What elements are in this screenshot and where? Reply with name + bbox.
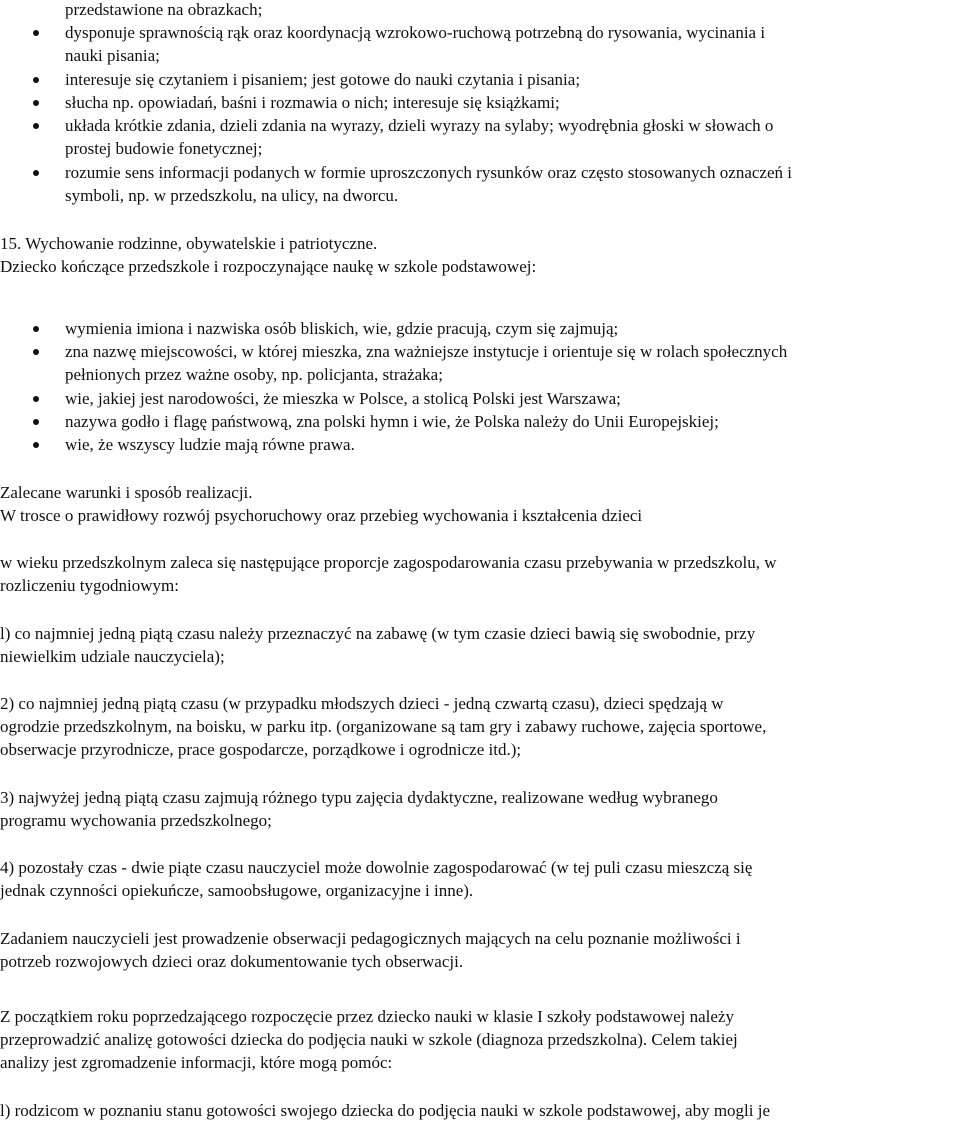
bullet-icon bbox=[33, 77, 39, 83]
list-item-continuation: przedstawione na obrazkach; bbox=[65, 0, 263, 19]
bullet-icon bbox=[33, 30, 39, 36]
list-item-line: układa krótkie zdania, dzieli zdania na wyrazy, dzieli wyrazy na sylaby; wyodrębnia głoski w słowach o bbox=[65, 116, 774, 135]
paragraph-line: programu wychowania przedszkolnego; bbox=[0, 811, 272, 830]
list-item-line: pełnionych przez ważne osoby, np. policjanta, strażaka; bbox=[65, 365, 443, 384]
bullet-icon bbox=[33, 326, 39, 332]
bullet-icon bbox=[33, 349, 39, 355]
paragraph-line: 2) co najmniej jedną piątą czasu (w przypadku młodszych dzieci - jedną czwartą czasu), dzieci spędzają w bbox=[0, 694, 724, 713]
list-item-line: wie, jakiej jest narodowości, że mieszka w Polsce, a stolicą Polski jest Warszawa; bbox=[65, 389, 621, 408]
bullet-icon bbox=[33, 123, 39, 129]
list-item-line: rozumie sens informacji podanych w formie uproszczonych rysunków oraz często stosowanych oznaczeń i bbox=[65, 163, 792, 182]
paragraph-line: 4) pozostały czas - dwie piąte czasu nauczyciel może dowolnie zagospodarować (w tej puli czasu mieszczą się bbox=[0, 858, 753, 877]
bullet-icon bbox=[33, 170, 39, 176]
paragraph-line: jednak czynności opiekuńcze, samoobsługowe, organizacyjne i inne). bbox=[0, 881, 474, 900]
list-item-line: interesuje się czytaniem i pisaniem; jest gotowe do nauki czytania i pisania; bbox=[65, 70, 581, 89]
bullet-icon bbox=[33, 396, 39, 402]
list-item-line: wymienia imiona i nazwiska osób bliskich, wie, gdzie pracują, czym się zajmują; bbox=[65, 319, 619, 338]
section-heading: 15. Wychowanie rodzinne, obywatelskie i patriotyczne. bbox=[0, 234, 378, 253]
bullet-icon bbox=[33, 419, 39, 425]
paragraph-line: analizy jest zgromadzenie informacji, które mogą pomóc: bbox=[0, 1053, 393, 1072]
list-item-line: dysponuje sprawnością rąk oraz koordynacją wzrokowo-ruchową potrzebną do rysowania, wycinania i bbox=[65, 23, 766, 42]
list-item-line: słucha np. opowiadań, baśni i rozmawia o nich; interesuje się książkami; bbox=[65, 93, 560, 112]
list-item-line: prostej budowie fonetycznej; bbox=[65, 139, 263, 158]
paragraph-line: l) co najmniej jedną piątą czasu należy przeznaczyć na zabawę (w tym czasie dzieci bawią się swobodnie, przy bbox=[0, 624, 756, 643]
paragraph-line: przeprowadzić analizę gotowości dziecka do podjęcia nauki w szkole (diagnoza przedszkolna). Celem takiej bbox=[0, 1030, 738, 1049]
paragraph-line: obserwacje przyrodnicze, prace gospodarcze, porządkowe i ogrodnicze itd.); bbox=[0, 740, 522, 759]
paragraph-line: Z początkiem roku poprzedzającego rozpoczęcie przez dziecko nauki w klasie I szkoły podstawowej należy bbox=[0, 1007, 734, 1026]
bullet-icon bbox=[33, 100, 39, 106]
bullet-icon bbox=[33, 442, 39, 448]
paragraph-line: potrzeb rozwojowych dzieci oraz dokumentowanie tych obserwacji. bbox=[0, 952, 464, 971]
paragraph-line: ogrodzie przedszkolnym, na boisku, w parku itp. (organizowane są tam gry i zabawy ruchowe, zajęcia sportowe, bbox=[0, 717, 767, 736]
paragraph-line: l) rodzicom w poznaniu stanu gotowości swojego dziecka do podjęcia nauki w szkole podstawowej, aby mogli je bbox=[0, 1101, 771, 1120]
list-item-line: wie, że wszyscy ludzie mają równe prawa. bbox=[65, 435, 355, 454]
list-item-line: nazywa godło i flagę państwową, zna polski hymn i wie, że Polska należy do Unii Europejskiej; bbox=[65, 412, 719, 431]
paragraph-line: w wieku przedszkolnym zaleca się następujące proporcje zagospodarowania czasu przebywania w przedszkolu, w bbox=[0, 553, 777, 572]
paragraph-line: W trosce o prawidłowy rozwój psychoruchowy oraz przebieg wychowania i kształcenia dzieci bbox=[0, 506, 643, 525]
paragraph-heading: Zalecane warunki i sposób realizacji. bbox=[0, 483, 253, 502]
paragraph-line: rozliczeniu tygodniowym: bbox=[0, 576, 179, 595]
list-item-line: symboli, np. w przedszkolu, na ulicy, na dworcu. bbox=[65, 186, 399, 205]
list-item-line: zna nazwę miejscowości, w której mieszka, zna ważniejsze instytucje i orientuje się w rolach społecznych bbox=[65, 342, 788, 361]
list-item-line: nauki pisania; bbox=[65, 46, 160, 65]
paragraph-line: niewielkim udziale nauczyciela); bbox=[0, 647, 225, 666]
paragraph-line: 3) najwyżej jedną piątą czasu zajmują różnego typu zajęcia dydaktyczne, realizowane według wybranego bbox=[0, 788, 718, 807]
paragraph-line: Zadaniem nauczycieli jest prowadzenie obserwacji pedagogicznych mających na celu poznanie możliwości i bbox=[0, 929, 741, 948]
section-intro: Dziecko kończące przedszkole i rozpoczynające naukę w szkole podstawowej: bbox=[0, 257, 537, 276]
